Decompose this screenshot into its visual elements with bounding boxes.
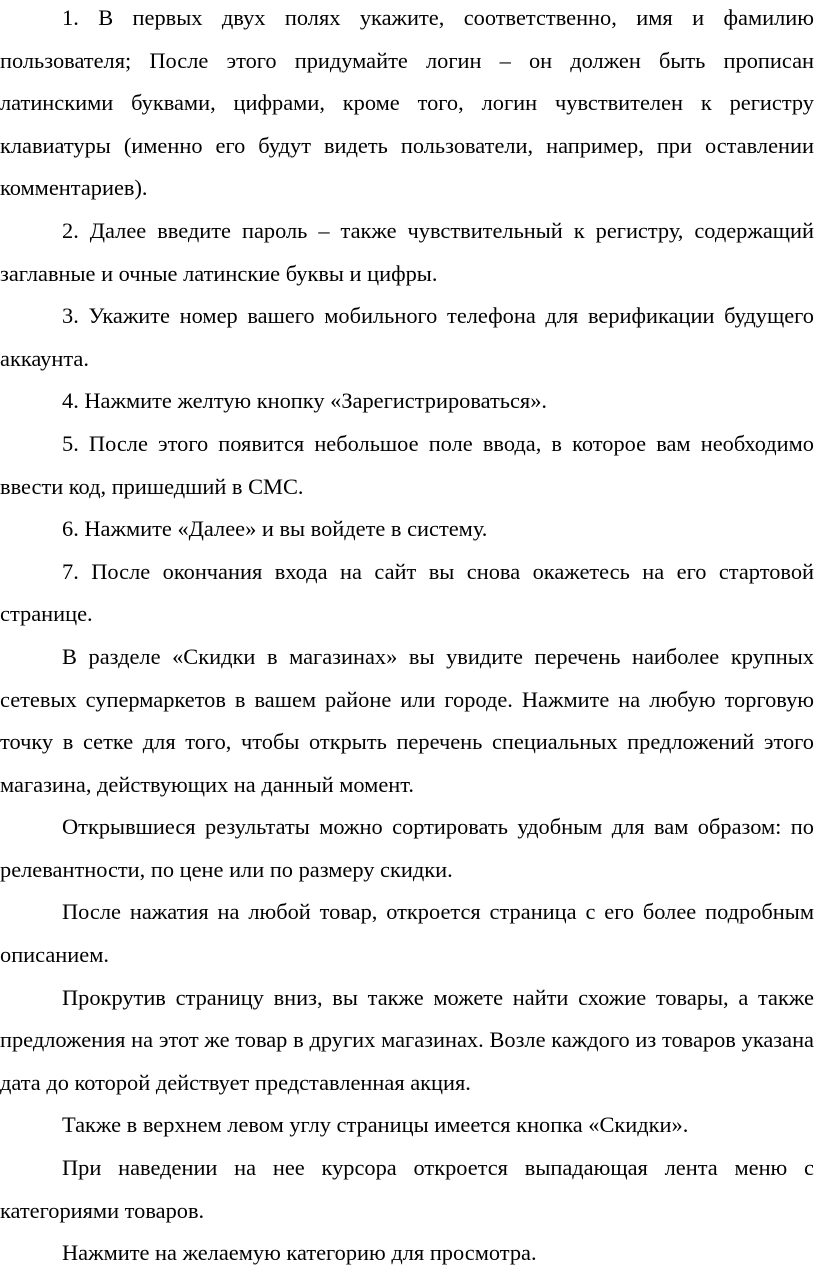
paragraph-step-2: 2. Далее введите пароль – также чувствительный к регистру, содержащий заглавные и очные латинские буквы и цифры. <box>0 217 814 286</box>
paragraph-step-4: 4. Нажмите желтую кнопку «Зарегистрироваться». <box>62 388 548 414</box>
paragraph-scroll-down: Прокрутив страницу вниз, вы также можете найти схожие товары, а также предложения на этот же товар в других магазинах. Возле каждого из товаров указана дата до которой действует представленная акция. <box>0 984 814 1095</box>
paragraph-hover-menu: При наведении на нее курсора откроется выпадающая лента меню с категориями товаров. <box>0 1155 814 1223</box>
paragraph-discounts-button: Также в верхнем левом углу страницы имеется кнопка «Скидки». <box>62 1112 689 1138</box>
paragraph-step-3: 3. Укажите номер вашего мобильного телефона для верификации будущего аккаунта. <box>0 303 814 371</box>
paragraph-step-7: 7. После окончания входа на сайт вы снова окажетесь на его стартовой странице. <box>0 558 814 627</box>
paragraph-select-category: Нажмите на желаемую категорию для просмотра. <box>62 1240 537 1266</box>
paragraph-product-click: После нажатия на любой товар, откроется страница с его более подробным описанием. <box>0 899 814 968</box>
paragraph-step-6: 6. Нажмите «Далее» и вы войдете в систему. <box>62 516 488 542</box>
paragraph-sorting: Открывшиеся результаты можно сортировать удобным для вам образом: по релевантности, по цене или по размеру скидки. <box>0 814 814 882</box>
paragraph-step-1: 1. В первых двух полях укажите, соответственно, имя и фамилию пользователя; После этого придумайте логин – он должен быть прописан латинскими буквами, цифрами, кроме того, логин чувствителен к регистру клавиатуры (именно его будут видеть пользователи, например, при оставлении комментариев). <box>0 5 814 201</box>
paragraph-discounts-section: В разделе «Скидки в магазинах» вы увидите перечень наиболее крупных сетевых супермаркетов в вашем районе или городе. Нажмите на любую торговую точку в сетке для того, чтобы открыть перечень специальных предложений этого магазина, действующих на данный момент. <box>0 643 814 797</box>
paragraph-step-5: 5. После этого появится небольшое поле ввода, в которое вам необходимо ввести код, пришедший в СМС. <box>0 430 814 499</box>
